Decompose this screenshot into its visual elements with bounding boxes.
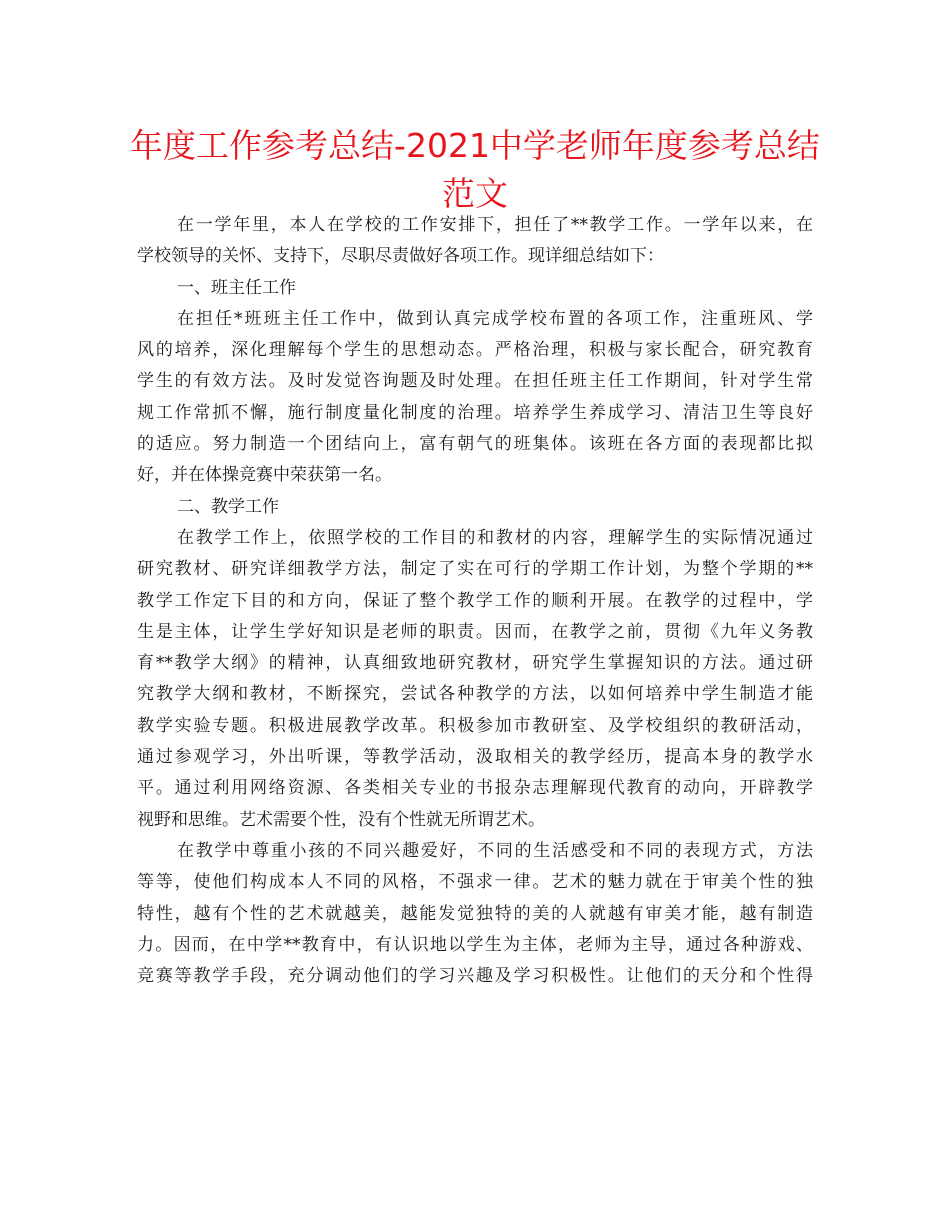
paragraph-line: 教学实验专题。积极进展教学改革。积极参加市教研室、及学校组织的教研活动， xyxy=(137,715,813,736)
document-title-line-1: 年度工作参考总结-2021中学老师年度参考总结 xyxy=(130,126,820,165)
paragraph-line: 在教学工作上，依照学校的工作目的和教材的内容，理解学生的实际情况通过 xyxy=(177,527,813,548)
paragraph xyxy=(137,210,813,273)
paragraph-line: 力。因而，在中学**教育中，有认识地以学生为主体，老师为主导，通过各种游戏、 xyxy=(137,934,813,955)
paragraph-line: 等等，使他们构成本人不同的风格，不强求一律。艺术的魅力就在于审美个性的独 xyxy=(137,872,813,893)
paragraph-line: 在教学中尊重小孩的不同兴趣爱好，不同的生活感受和不同的表现方式，方法 xyxy=(177,840,813,861)
paragraph-line: 在一学年里，本人在学校的工作安排下，担任了**教学工作。一学年以来，在 xyxy=(177,215,813,235)
paragraph-line: 好，并在体操竞赛中荣获第一名。 xyxy=(137,465,392,486)
paragraph-line: 学生的有效方法。及时发觉咨询题及时处理。在担任班主任工作期间，针对学生常 xyxy=(137,371,813,392)
paragraph-line: 的适应。努力制造一个团结向上，富有朝气的班集体。该班在各方面的表现都比拟 xyxy=(137,434,813,455)
paragraph xyxy=(137,836,813,992)
paragraph-line: 平。通过利用网络资源、各类相关专业的书报杂志理解现代教育的动向，开辟教学 xyxy=(137,778,813,799)
document-body xyxy=(137,210,813,992)
paragraph-line: 在担任*班班主任工作中，做到认真完成学校布置的各项工作，注重班风、学 xyxy=(177,308,813,329)
paragraph-line: 竞赛等教学手段，充分调动他们的学习兴趣及学习积极性。让他们的天分和个性得 xyxy=(137,966,813,987)
paragraph-line: 风的培养，深化理解每个学生的思想动态。严格治理，积极与家长配合，研究教育 xyxy=(137,340,813,361)
document-title-line-2: 范文 xyxy=(442,174,508,213)
paragraph-line: 特性，越有个性的艺术就越美，越能发觉独特的美的人就越有审美才能，越有制造 xyxy=(137,903,813,924)
paragraph-line: 通过参观学习，外出听课，等教学活动，汲取相关的教学经历，提高本身的教学水 xyxy=(137,747,813,768)
section-heading: 二、教学工作 xyxy=(177,496,279,517)
paragraph xyxy=(137,304,813,492)
paragraph-line: 学校领导的关怀、支持下，尽职尽责做好各项工作。现详细总结如下： xyxy=(137,246,664,267)
paragraph-line: 规工作常抓不懈，施行制度量化制度的治理。培养学生养成学习、清洁卫生等良好 xyxy=(137,402,813,423)
section-heading: 一、班主任工作 xyxy=(177,277,296,298)
paragraph-line: 生是主体，让学生学好知识是老师的职责。因而，在教学之前，贯彻《九年义务教 xyxy=(137,621,813,642)
paragraph-line: 究教学大纲和教材，不断探究，尝试各种教学的方法，以如何培养中学生制造才能 xyxy=(137,684,813,705)
paragraph-line: 教学工作定下目的和方向，保证了整个教学工作的顺利开展。在教学的过程中，学 xyxy=(137,590,813,611)
paragraph-line: 研究教材、研究详细教学方法，制定了实在可行的学期工作计划，为整个学期的** xyxy=(137,559,813,580)
paragraph-line: 视野和思维。艺术需要个性，没有个性就无所谓艺术。 xyxy=(137,809,545,830)
paragraph xyxy=(137,523,813,836)
paragraph-line: 育**教学大纲》的精神，认真细致地研究教材，研究学生掌握知识的方法。通过研 xyxy=(137,653,813,674)
